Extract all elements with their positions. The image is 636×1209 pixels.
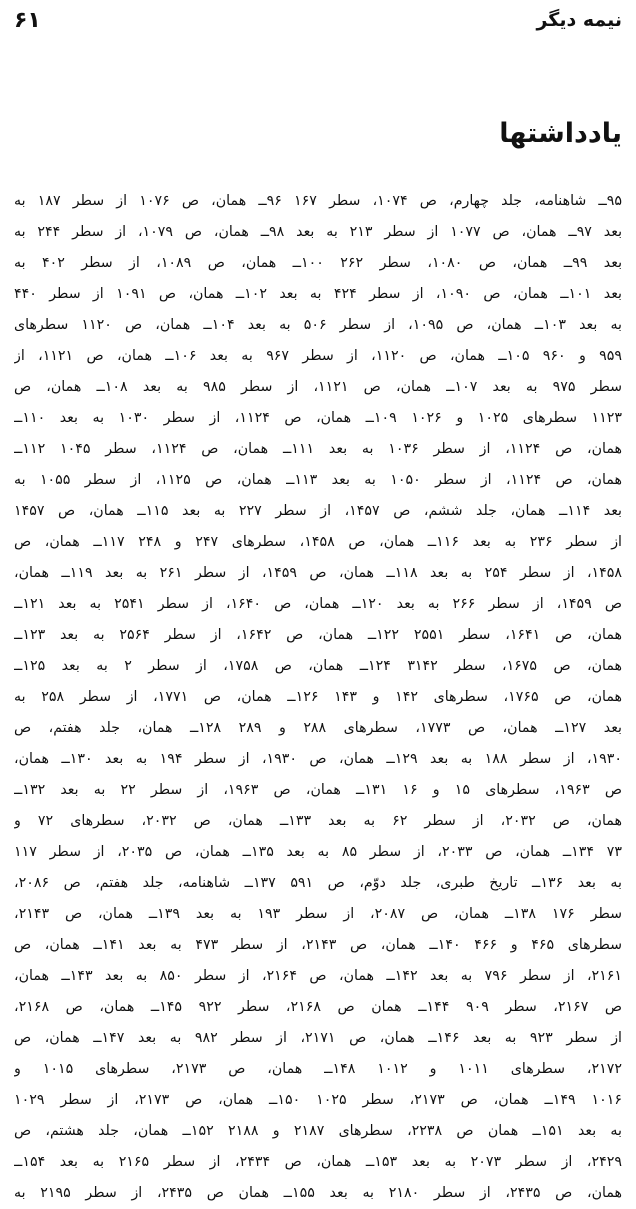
note-line: به بعد ۱۳۶ــ تاریخ طبری، جلد دوّم، ص ۵۹۱ ۱۳۷ــ شاهنامه، جلد هفتم، ص ۲۰۸۶، [14,875,622,891]
note-line: سطر ۹۷۵ به بعد ۱۰۷ــ همان، ص ۱۱۲۱، از سطر ۹۸۵ به بعد ۱۰۸ــ همان، ص [14,379,622,395]
note-line: بعد ۹۷ــ همان، ص ۱۰۷۷ از سطر ۲۱۳ به بعد ۹۸ــ همان، ص ۱۰۷۹، از سطر ۲۴۴ به [14,224,622,240]
note-line: ص ۱۴۵۹، از سطر ۲۶۶ به بعد ۱۲۰ــ همان، ص ۱۶۴۰، از سطر ۲۵۴۱ به بعد ۱۲۱ــ [14,596,622,612]
note-line: از سطر ۹۲۳ به بعد ۱۴۶ــ همان، ص ۲۱۷۱، از سطر ۹۸۲ به بعد ۱۴۷ــ همان، ص [14,1030,622,1046]
note-line: ۹۵۹ و ۹۶۰ ۱۰۵ــ همان، ص ۱۱۲۰، از سطر ۹۶۷ به بعد ۱۰۶ــ همان، ص ۱۱۲۱، از [14,348,622,364]
note-line: ۲۴۲۹، از سطر ۲۰۷۳ به بعد ۱۵۳ــ همان، ص ۲۴۳۴، از سطر ۲۱۶۵ به بعد ۱۵۴ــ [14,1154,622,1170]
running-head: نیمه دیگر [536,9,622,31]
note-line: ۷۳ ۱۳۴ــ همان، ص ۲۰۳۳، از سطر ۸۵ به بعد ۱۳۵ــ همان، ص ۲۰۳۵، از سطر ۱۱۷ [14,844,622,860]
note-line: ۲۱۷۲، سطرهای ۱۰۱۱ و ۱۰۱۲ ۱۴۸ــ همان، ص ۲۱۷۳، سطرهای ۱۰۱۵ و [14,1061,622,1077]
note-line: بعد ۱۱۴ــ همان، جلد ششم، ص ۱۴۵۷، از سطر ۲۲۷ به بعد ۱۱۵ــ همان، ص ۱۴۵۷ [14,503,622,519]
note-line: بعد ۱۰۱ــ همان، ص ۱۰۹۰، از سطر ۴۲۴ به بعد ۱۰۲ــ همان، ص ۱۰۹۱ از سطر ۴۴۰ [14,286,622,302]
note-line: ۹۵ــ شاهنامه، جلد چهارم، ص ۱۰۷۴، سطر ۱۶۷ ۹۶ــ همان، ص ۱۰۷۶ از سطر ۱۸۷ به [14,193,622,209]
notes-body [14,186,622,1209]
note-line: بعد ۹۹ــ همان، ص ۱۰۸۰، سطر ۲۶۲ ۱۰۰ــ همان، ص ۱۰۸۹، از سطر ۴۰۲ به [14,255,622,271]
note-line: از سطر ۲۳۶ به بعد ۱۱۶ــ همان، ص ۱۴۵۸، سطرهای ۲۴۷ و ۲۴۸ ۱۱۷ــ همان، ص [14,534,622,550]
note-line: به بعد ۱۵۱ــ همان ص ۲۲۳۸، سطرهای ۲۱۸۷ و ۲۱۸۸ ۱۵۲ــ همان، جلد هشتم، ص [14,1123,622,1139]
note-line: ۱۰۱۶ ۱۴۹ــ همان، ص ۲۱۷۳، سطر ۱۰۲۵ ۱۵۰ــ همان، ص ۲۱۷۳، از سطر ۱۰۲۹ [14,1092,622,1108]
page-header [14,0,622,40]
note-line: همان، ص ۲۴۳۵، از سطر ۲۱۸۰ به بعد ۱۵۵ــ همان ص ۲۴۳۵، از سطر ۲۱۹۵ به [14,1185,622,1201]
note-line: همان، ص ۱۶۷۵، سطر ۳۱۴۲ ۱۲۴ــ همان، ص ۱۷۵۸، از سطر ۲ به بعد ۱۲۵ــ [14,658,622,674]
note-line: ۱۱۲۳ سطرهای ۱۰۲۵ و ۱۰۲۶ ۱۰۹ــ همان، ص ۱۱۲۴، از سطر ۱۰۳۰ به بعد ۱۱۰ــ [14,410,622,426]
section-title: یادداشتها [499,118,622,149]
note-line: همان، ص ۱۷۶۵، سطرهای ۱۴۲ و ۱۴۳ ۱۲۶ــ همان، ص ۱۷۷۱، از سطر ۲۵۸ به [14,689,622,705]
note-line: سطرهای ۴۶۵ و ۴۶۶ ۱۴۰ــ همان، ص ۲۱۴۳، از سطر ۴۷۳ به بعد ۱۴۱ــ همان، ص [14,937,622,953]
note-line: ص ۱۹۶۳، سطرهای ۱۵ و ۱۶ ۱۳۱ــ همان، ص ۱۹۶۳، از سطر ۲۲ به بعد ۱۳۲ــ [14,782,622,798]
page-number: ۶۱ [14,7,41,33]
note-line: همان، ص ۱۱۲۴، از سطر ۱۰۵۰ به بعد ۱۱۳ــ همان، ص ۱۱۲۵، از سطر ۱۰۵۵ به [14,472,622,488]
note-line: سطر ۱۷۶ ۱۳۸ــ همان، ص ۲۰۸۷، از سطر ۱۹۳ به بعد ۱۳۹ــ همان، ص ۲۱۴۳، [14,906,622,922]
note-line: بعد ۱۲۷ــ همان، ص ۱۷۷۳، سطرهای ۲۸۸ و ۲۸۹ ۱۲۸ــ همان، جلد هفتم، ص [14,720,622,736]
note-line: ۱۴۵۸، از سطر ۲۵۴ به بعد ۱۱۸ــ همان، ص ۱۴۵۹، از سطر ۲۶۱ به بعد ۱۱۹ــ همان، [14,565,622,581]
note-line: به بعد ۱۰۳ــ همان، ص ۱۰۹۵، از سطر ۵۰۶ به بعد ۱۰۴ــ همان، ص ۱۱۲۰ سطرهای [14,317,622,333]
note-line: همان، ص ۱۱۲۴، از سطر ۱۰۳۶ به بعد ۱۱۱ــ همان، ص ۱۱۲۴، سطر ۱۰۴۵ ۱۱۲ــ [14,441,622,457]
note-line: ص ۲۱۶۷، سطر ۹۰۹ ۱۴۴ــ همان ص ۲۱۶۸، سطر ۹۲۲ ۱۴۵ــ همان، ص ۲۱۶۸، [14,999,622,1015]
note-line: ۲۱۶۱، از سطر ۷۹۶ به بعد ۱۴۲ــ همان، ص ۲۱۶۴، از سطر ۸۵۰ به بعد ۱۴۳ــ همان، [14,968,622,984]
note-line: همان، ص ۱۶۴۱، سطر ۲۵۵۱ ۱۲۲ــ همان، ص ۱۶۴۲، از سطر ۲۵۶۴ به بعد ۱۲۳ــ [14,627,622,643]
note-line: ۱۹۳۰، از سطر ۱۸۸ به بعد ۱۲۹ــ همان، ص ۱۹۳۰، از سطر ۱۹۴ به بعد ۱۳۰ــ همان، [14,751,622,767]
note-line: همان، ص ۲۰۳۲، از سطر ۶۲ به بعد ۱۳۳ــ همان، ص ۲۰۳۲، سطرهای ۷۲ و [14,813,622,829]
